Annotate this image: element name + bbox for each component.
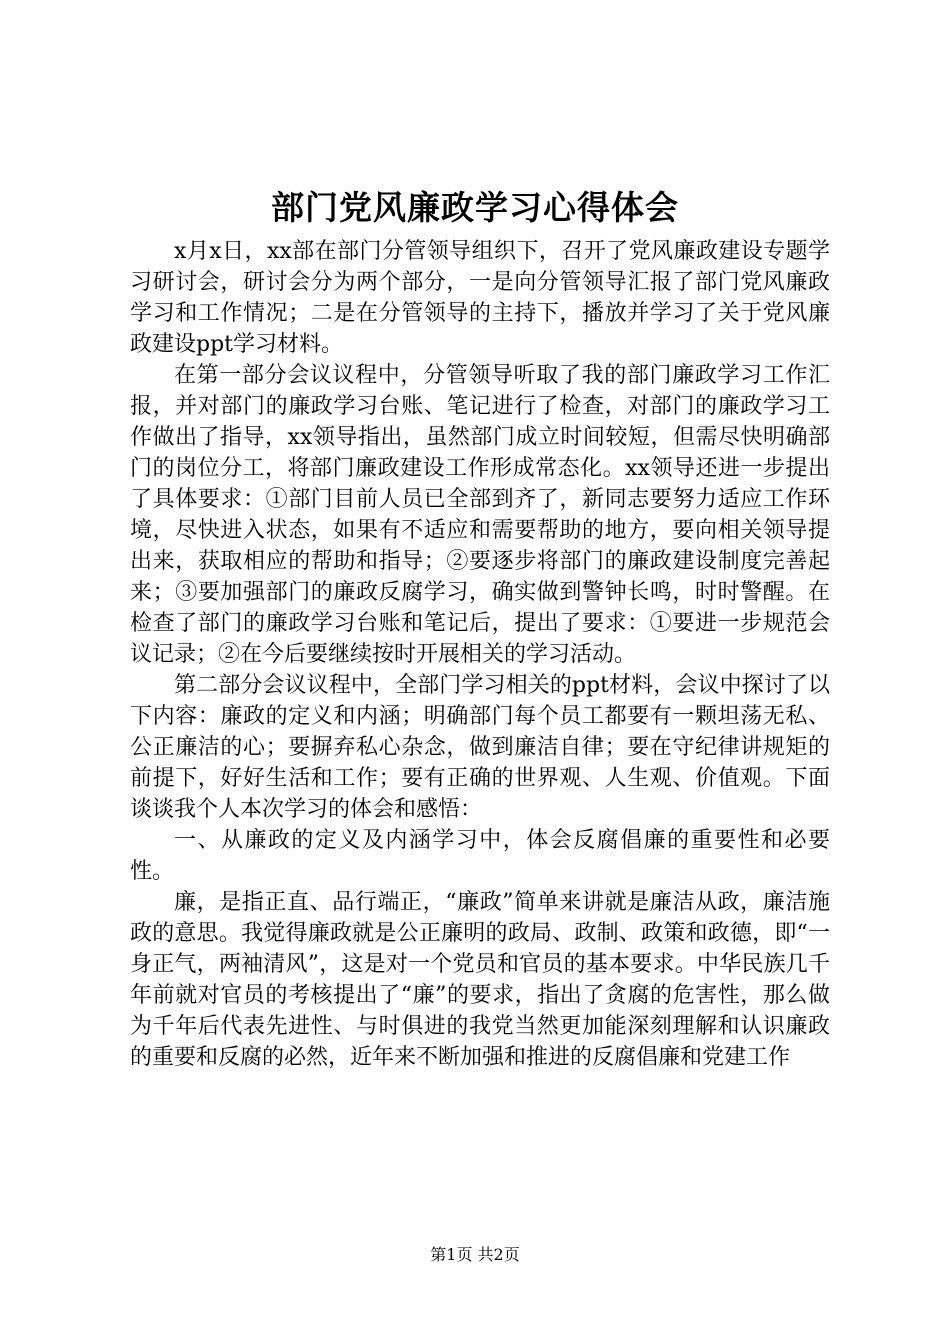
paragraph-4: 一、从廉政的定义及内涵学习中，体会反腐倡廉的重要性和必要性。 [130, 828, 830, 884]
paragraph-2: 在第一部分会议议程中，分管领导听取了我的部门廉政学习工作汇报，并对部门的廉政学习台账、笔记进行了检查，对部门的廉政学习工作做出了指导，xx领导指出，虽然部门成立时间较短，但需尽快明确部门的岗位分工，将部门廉政建设工作形成常态化。xx领导还进一步提出了具体要求：①部门目前人员已全部到齐了，新同志要努力适应工作环境，尽快进入状态，如果有不适应和需要帮助的地方，要向相关领导提出来，获取相应的帮助和指导；②要逐步将部门的廉政建设制度完善起来；③要加强部门的廉政反腐学习，确实做到警钟长鸣，时时警醒。在检查了部门的廉政学习台账和笔记后，提出了要求：①要进一步规范会议记录；②在今后要继续按时开展相关的学习活动。 [130, 363, 830, 667]
paragraph-3: 第二部分会议议程中，全部门学习相关的ppt材料，会议中探讨了以下内容：廉政的定义和内涵；明确部门每个员工都要有一颗坦荡无私、公正廉洁的心；要摒弃私心杂念，做到廉洁自律；要在守纪律讲规矩的前提下，好好生活和工作；要有正确的世界观、人生观、价值观。下面谈谈我个人本次学习的体会和感悟： [130, 673, 830, 822]
document-body [130, 236, 830, 1073]
document-title: 部门党风廉政学习心得体会 [271, 188, 679, 227]
page-footer: 第1页 共2页 [430, 1245, 520, 1264]
paragraph-5: 廉，是指正直、品行端正，“廉政”简单来讲就是廉洁从政，廉洁施政的意思。我觉得廉政就是公正廉明的政局、政制、政策和政德，即“一身正气，两袖清风”，这是对一个党员和官员的基本要求。中华民族几千年前就对官员的考核提出了“廉”的要求，指出了贪腐的危害性，那么做为千年后代表先进性、与时俱进的我党当然更加能深刻理解和认识廉政的重要和反腐的必然，近年来不断加强和推进的反腐倡廉和党建工作 [130, 890, 830, 1070]
paragraph-1: x月x日，xx部在部门分管领导组织下，召开了党风廉政建设专题学习研讨会，研讨会分为两个部分，一是向分管领导汇报了部门党风廉政学习和工作情况；二是在分管领导的主持下，播放并学习了关于党风廉政建设ppt学习材料。 [130, 239, 830, 357]
